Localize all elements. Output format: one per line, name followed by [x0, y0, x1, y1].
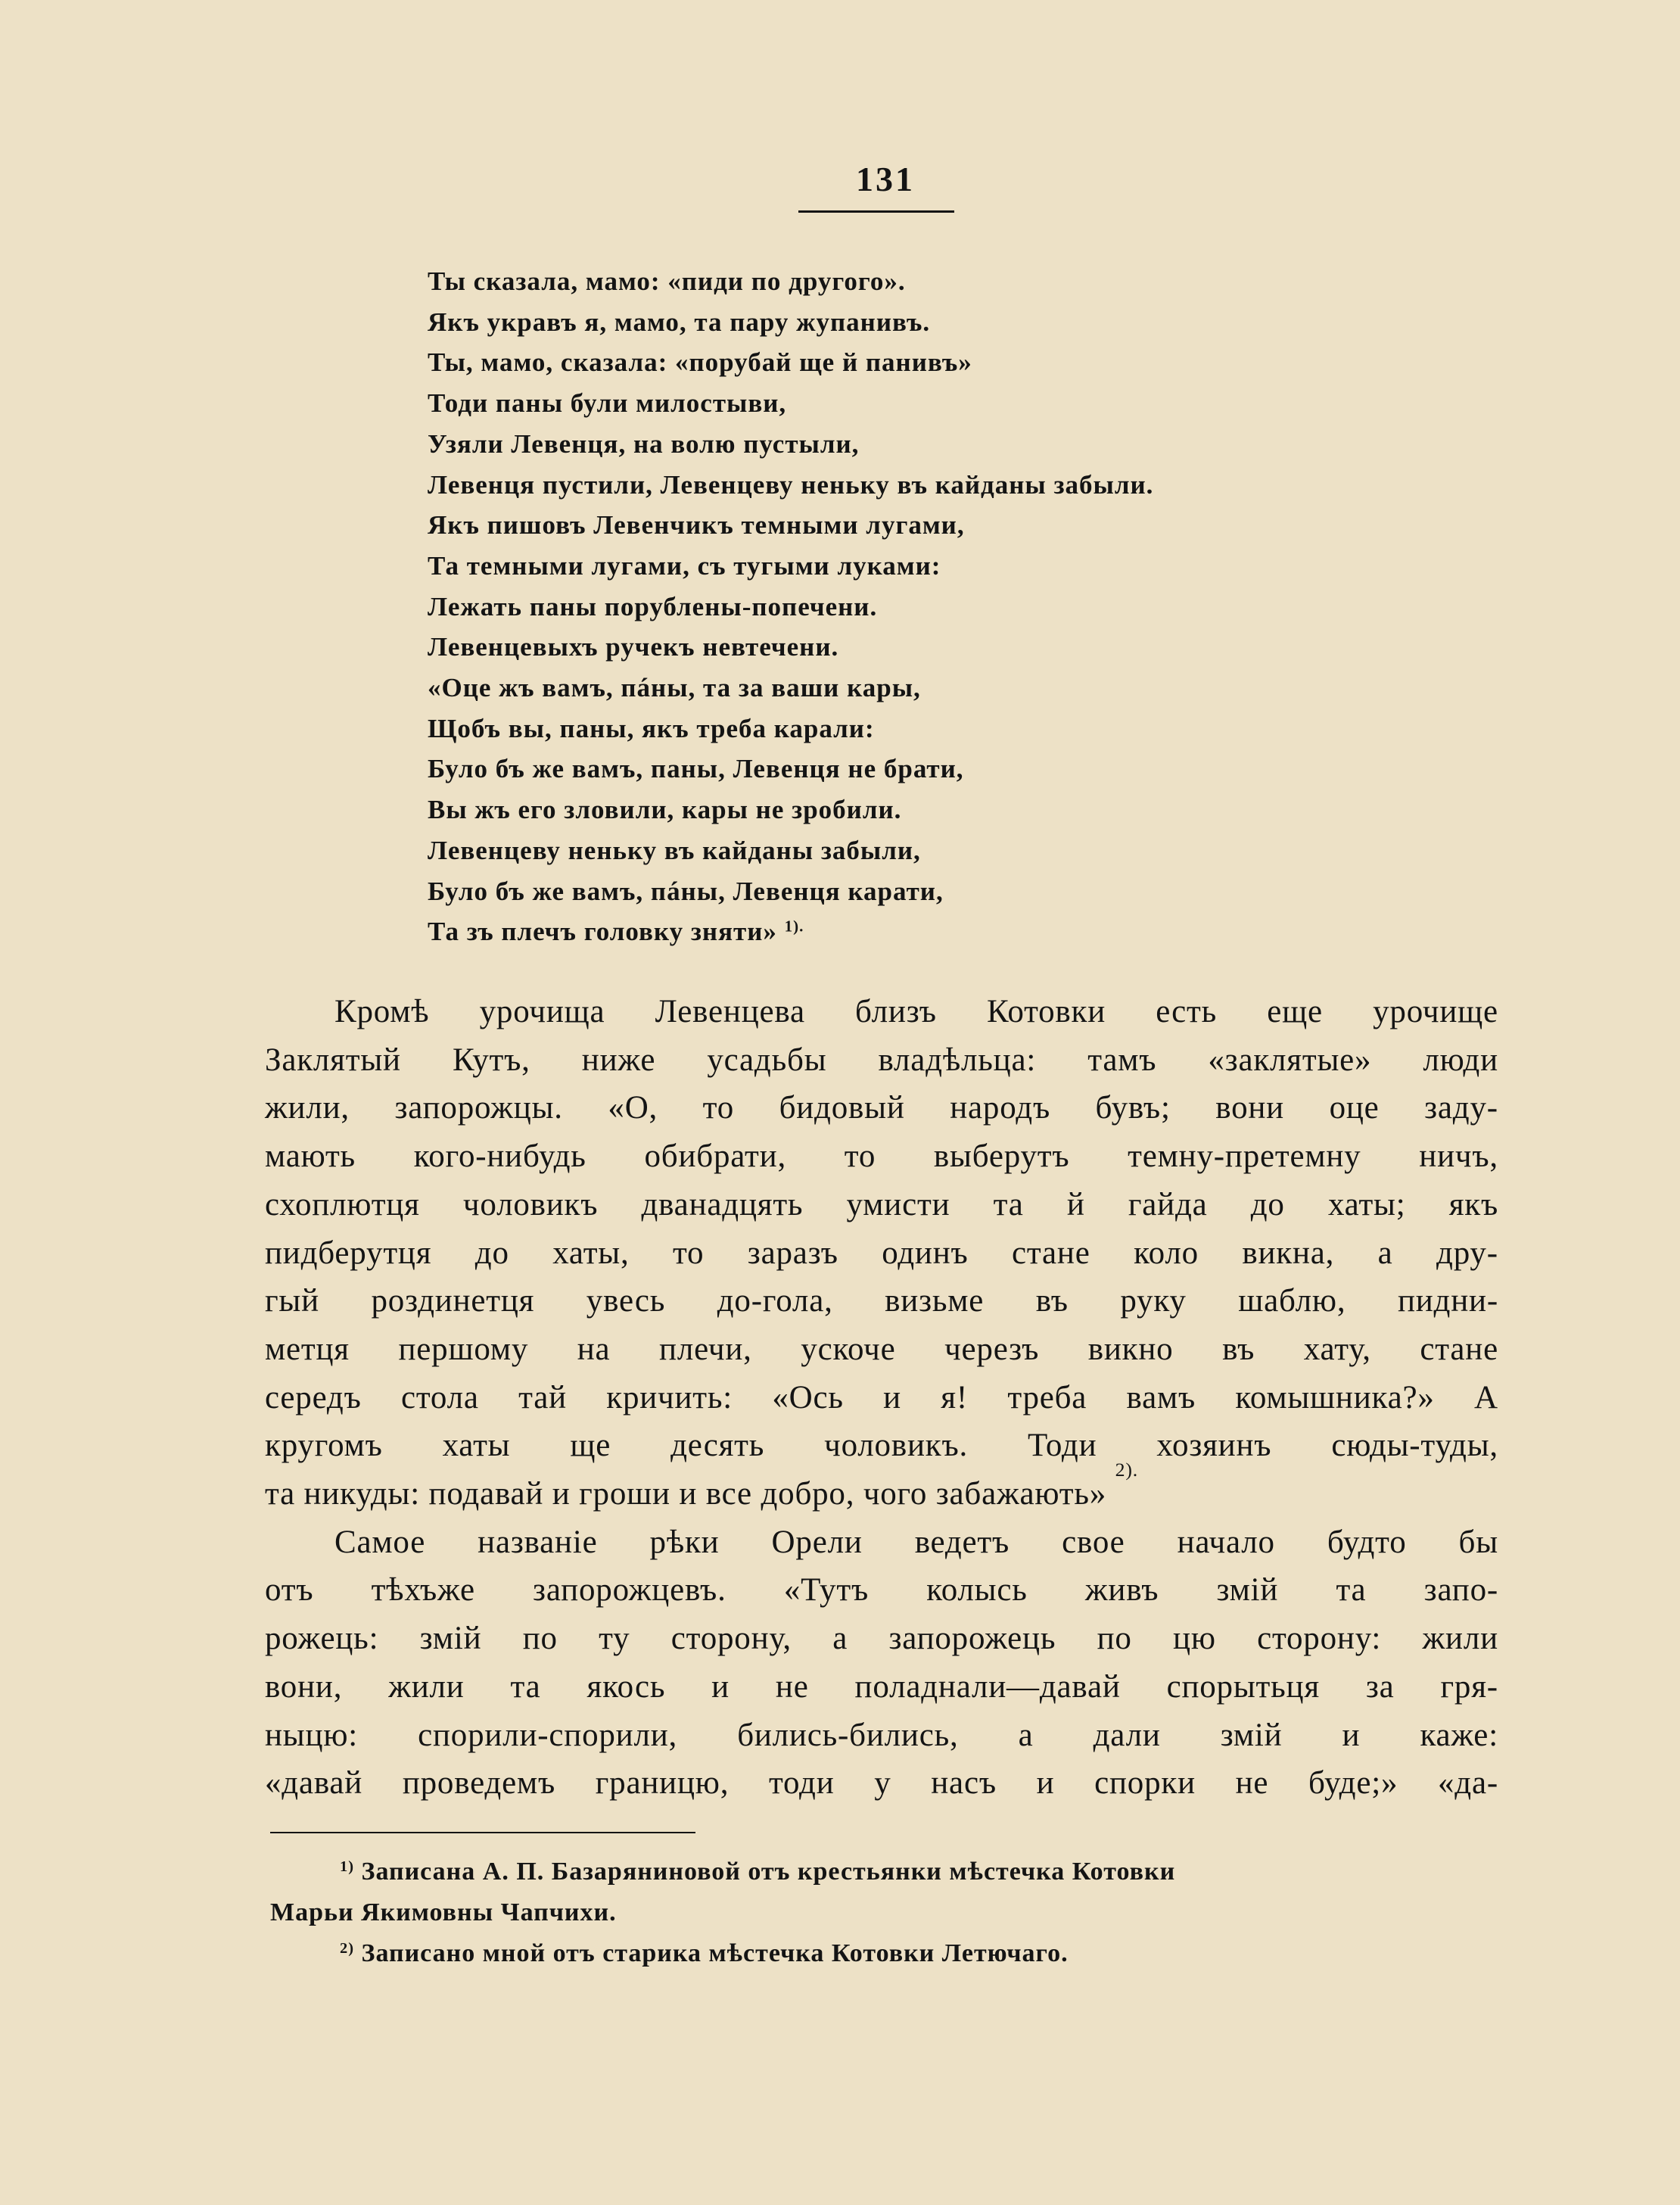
prose-word: сторону, — [670, 1621, 792, 1657]
prose-word: стане — [1420, 1331, 1498, 1367]
prose-word: викно — [1087, 1331, 1174, 1367]
poem-line: Левенцеву неньку въ кайданы забыли, — [428, 835, 921, 865]
prose-word: владѣльца: — [878, 1042, 1037, 1078]
poem-line: Ты сказала, мамо: «пиди по другого». — [428, 266, 906, 296]
prose-word: тамъ — [1087, 1042, 1157, 1078]
prose-word: жили — [1422, 1621, 1498, 1657]
prose-word: А — [1474, 1379, 1498, 1415]
prose-word: Тоди — [1028, 1428, 1097, 1464]
prose-word: живъ — [1084, 1572, 1159, 1609]
prose-line — [265, 1084, 1498, 1132]
prose-word: названіе — [478, 1524, 598, 1560]
prose-word: Самое — [334, 1524, 426, 1560]
prose-word: запо- — [1423, 1572, 1498, 1609]
prose-word: спорили-спорили, — [418, 1717, 678, 1753]
prose-word: границю, — [595, 1765, 730, 1802]
prose-word: начало — [1177, 1524, 1275, 1560]
poem-line: Та темными лугами, съ тугыми луками: — [428, 550, 941, 581]
prose-block — [265, 988, 1498, 1808]
prose-word: «да- — [1437, 1765, 1498, 1802]
prose-word: ведетъ — [914, 1524, 1010, 1560]
footnote-1 — [270, 1852, 1504, 1892]
prose-word: заду- — [1424, 1090, 1498, 1126]
prose-word: змій — [1216, 1572, 1279, 1609]
prose-word: ту — [599, 1621, 630, 1657]
prose-word: ще — [570, 1428, 611, 1464]
prose-word: пидберутця — [265, 1235, 432, 1271]
poem-line: Якъ укравъ я, мамо, та пару жупанивъ. — [428, 307, 931, 337]
prose-word: дванадцять — [641, 1186, 804, 1222]
prose-word: спорки — [1094, 1765, 1196, 1802]
prose-word: а — [1018, 1717, 1034, 1753]
prose-word: ускоче — [801, 1331, 896, 1367]
prose-line — [265, 1615, 1498, 1663]
prose-word: середъ — [265, 1379, 362, 1415]
prose-word: то — [673, 1235, 705, 1271]
prose-word: кричить: — [606, 1379, 733, 1415]
prose-word: спорытьця — [1166, 1668, 1320, 1705]
prose-word: запорожець — [888, 1621, 1056, 1657]
prose-word: метця — [265, 1331, 350, 1367]
poem-line: Вы жъ его зловили, кары не зробили. — [428, 795, 902, 825]
prose-word: и — [1036, 1765, 1055, 1802]
prose-word: сюды-туды, — [1331, 1428, 1498, 1464]
prose-word: коло — [1134, 1235, 1199, 1271]
poem-line: Було бъ же вамъ, пáны, Левенця карати, — [428, 876, 944, 906]
poem-line: Левенцевыхъ ручекъ невтечени. — [428, 632, 839, 662]
prose-word: хату, — [1303, 1331, 1371, 1367]
prose-word: у — [874, 1765, 891, 1802]
prose-line — [265, 1277, 1498, 1325]
prose-word: народъ — [950, 1090, 1050, 1126]
prose-word: колысь — [926, 1572, 1028, 1609]
prose-word: по — [522, 1621, 558, 1657]
prose-word: та — [1336, 1572, 1367, 1609]
prose-word: змій — [419, 1621, 482, 1657]
prose-word: гря- — [1440, 1668, 1498, 1705]
prose-word: змій — [1220, 1717, 1283, 1753]
prose-word: не — [775, 1668, 809, 1705]
prose-word: поладнали—давай — [854, 1668, 1121, 1705]
prose-word: усадьбы — [707, 1042, 827, 1078]
prose-word: за — [1365, 1668, 1395, 1705]
prose-word: хозяинъ — [1156, 1428, 1272, 1464]
prose-word: гый — [265, 1283, 319, 1319]
prose-word: темну-претемну — [1128, 1138, 1361, 1175]
prose-word: «Ось — [772, 1379, 844, 1415]
prose-word: выберутъ — [933, 1138, 1070, 1175]
prose-word: й — [1066, 1186, 1085, 1222]
footnote-2 — [270, 1933, 1504, 1974]
prose-word: мають — [265, 1138, 356, 1175]
prose-word: одинъ — [882, 1235, 969, 1271]
prose-line — [265, 1374, 1498, 1422]
prose-word: буде;» — [1308, 1765, 1398, 1802]
prose-word: визьме — [885, 1283, 985, 1319]
poem-line: Лежать паны порублены-попечени. — [428, 591, 878, 621]
prose-word: будто — [1327, 1524, 1407, 1560]
prose-word: стола — [400, 1379, 479, 1415]
footnote-2-text: Записано мной отъ старика мѣстечка Котовки Летючаго. — [361, 1939, 1069, 1967]
poem-line-last — [428, 911, 1563, 952]
prose-word: не — [1235, 1765, 1269, 1802]
prose-word: «О, — [608, 1090, 658, 1126]
prose-word: умисти — [846, 1186, 950, 1222]
page-number: 131 — [856, 160, 915, 198]
prose-word: Кутъ, — [452, 1042, 530, 1078]
footnote-1-marker: 1) — [340, 1858, 354, 1875]
footnote-ref-2: 2). — [1115, 1459, 1138, 1481]
prose-word: дру- — [1436, 1235, 1498, 1271]
prose-word: треба — [1007, 1379, 1087, 1415]
prose-word: роздинетця — [371, 1283, 535, 1319]
prose-word: жили — [388, 1668, 465, 1705]
prose-word: тай — [518, 1379, 567, 1415]
prose-line — [265, 1181, 1498, 1229]
prose-word: вони — [1215, 1090, 1284, 1126]
poem-line: Було бъ же вамъ, паны, Левенця не брати, — [428, 754, 964, 784]
prose-word: хаты — [442, 1428, 511, 1464]
prose-word: хаты; — [1327, 1186, 1406, 1222]
prose-word: а — [1377, 1235, 1393, 1271]
footnotes-block — [270, 1852, 1504, 1974]
prose-word: черезъ — [944, 1331, 1040, 1367]
prose-word: десять — [670, 1428, 765, 1464]
page-number-rule — [798, 210, 954, 213]
prose-word: насъ — [931, 1765, 997, 1802]
prose-word: урочище — [1373, 994, 1498, 1029]
footnote-1-continuation: Марьи Якимовны Чапчихи. — [270, 1898, 617, 1926]
prose-word: руку — [1120, 1283, 1187, 1319]
prose-line — [265, 1325, 1498, 1374]
prose-word: «заклятые» — [1208, 1042, 1372, 1078]
poem-line: Щобъ вы, паны, якъ треба карали: — [428, 713, 875, 743]
prose-word: стане — [1012, 1235, 1090, 1271]
footnote-ref-1: 1). — [784, 917, 804, 936]
prose-word: хаты, — [552, 1235, 630, 1271]
prose-line — [265, 1422, 1498, 1470]
prose-word: проведемъ — [402, 1765, 556, 1802]
prose-word: першому — [398, 1331, 529, 1367]
prose-word: по — [1097, 1621, 1132, 1657]
prose-word: та — [993, 1186, 1024, 1222]
prose-word: рѣки — [649, 1524, 720, 1560]
prose-word: Левенцева — [655, 994, 805, 1029]
prose-word: и — [883, 1379, 901, 1415]
prose-word: до — [1250, 1186, 1285, 1222]
prose-word: Котовки — [987, 994, 1106, 1029]
poem-line: Узяли Левенця, на волю пустыли, — [428, 428, 860, 459]
prose-word: вони, — [265, 1668, 343, 1705]
prose-line-with-ref — [265, 1459, 1498, 1518]
prose-word: «Тутъ — [783, 1572, 869, 1609]
prose-word: чоловикъ. — [824, 1428, 969, 1464]
prose-word: ныцю: — [265, 1717, 358, 1753]
prose-word: Заклятый — [265, 1042, 401, 1078]
prose-word: Орели — [771, 1524, 863, 1560]
prose-word: рожець: — [265, 1621, 379, 1657]
prose-word: бы — [1458, 1524, 1498, 1560]
prose-word: отъ — [265, 1572, 314, 1609]
prose-word: запорожцы. — [394, 1090, 563, 1126]
prose-word: въ — [1222, 1331, 1255, 1367]
footnote-1-text: Записана А. П. Базаряниновой отъ крестьянки мѣстечка Котовки — [361, 1858, 1176, 1886]
poem-line-text: Та зъ плечъ головку зняти» — [428, 917, 777, 947]
prose-word: якъ — [1448, 1186, 1498, 1222]
poem-line: Тоди паны були милостыви, — [428, 388, 787, 419]
prose-word: тоди — [768, 1765, 835, 1802]
prose-word: жили, — [265, 1090, 350, 1126]
poem-line: Якъ пишовъ Левенчикъ темными лугами, — [428, 510, 965, 540]
prose-line — [265, 1229, 1498, 1278]
prose-word: чоловикъ — [462, 1186, 599, 1222]
prose-line — [265, 1518, 1498, 1567]
prose-word: тѣхъже — [371, 1572, 475, 1609]
prose-word: въ — [1035, 1283, 1069, 1319]
footnote-separator — [270, 1832, 695, 1833]
prose-word: урочища — [479, 994, 605, 1029]
prose-word: бились-бились, — [737, 1717, 959, 1753]
prose-word: каже: — [1420, 1717, 1498, 1753]
prose-word: Кромѣ — [334, 994, 430, 1029]
prose-word: гайда — [1128, 1186, 1208, 1222]
prose-word: дали — [1093, 1717, 1161, 1753]
prose-word: заразъ — [747, 1235, 838, 1271]
prose-word: якось — [586, 1668, 666, 1705]
prose-word: бувъ; — [1095, 1090, 1171, 1126]
prose-line — [265, 988, 1498, 1036]
prose-word: вамъ — [1126, 1379, 1196, 1415]
prose-word: люди — [1423, 1042, 1498, 1078]
prose-word: шаблю, — [1238, 1283, 1346, 1319]
prose-word: до — [474, 1235, 509, 1271]
prose-word: викна, — [1242, 1235, 1335, 1271]
prose-word: до-гола, — [717, 1283, 833, 1319]
prose-word: ниже — [581, 1042, 656, 1078]
prose-line — [265, 1132, 1498, 1181]
prose-word: плечи, — [659, 1331, 752, 1367]
poem-line: Левенця пустили, Левенцеву неньку въ кайданы забыли. — [428, 469, 1154, 500]
prose-word: еще — [1267, 994, 1323, 1029]
prose-word: сторону: — [1257, 1621, 1382, 1657]
prose-word: оце — [1329, 1090, 1380, 1126]
poem-line: «Оце жъ вамъ, пáны, та за ваши кары, — [428, 673, 921, 703]
prose-word: увесь — [586, 1283, 666, 1319]
prose-word: то — [702, 1090, 734, 1126]
prose-word: и — [711, 1668, 730, 1705]
prose-word: обибрати, — [644, 1138, 786, 1175]
prose-word: ничъ, — [1419, 1138, 1498, 1175]
prose-line-text: та никуды: подавай и гроши и все добро, чого забажають» — [265, 1476, 1107, 1512]
prose-line — [265, 1566, 1498, 1615]
prose-word: я! — [941, 1379, 968, 1415]
prose-word: комышника?» — [1235, 1379, 1435, 1415]
prose-line — [265, 1711, 1498, 1760]
prose-line — [265, 1759, 1498, 1808]
poem-line: Ты, мамо, сказала: «порубай ще й панивъ» — [428, 347, 972, 378]
prose-word: свое — [1062, 1524, 1125, 1560]
prose-word: та — [510, 1668, 541, 1705]
prose-word: схоплютця — [265, 1186, 420, 1222]
prose-word: то — [844, 1138, 876, 1175]
prose-word: запорожцевъ. — [533, 1572, 726, 1609]
prose-word: есть — [1156, 994, 1218, 1029]
footnote-2-marker: 2) — [340, 1939, 354, 1957]
prose-line — [265, 1663, 1498, 1711]
prose-word: кого-нибудь — [413, 1138, 586, 1175]
prose-word: близъ — [855, 994, 937, 1029]
prose-word: а — [832, 1621, 848, 1657]
prose-word: бидовый — [779, 1090, 905, 1126]
prose-word: на — [577, 1331, 611, 1367]
prose-word: цю — [1173, 1621, 1216, 1657]
prose-word: «давай — [265, 1765, 363, 1802]
prose-word: пидни- — [1397, 1283, 1498, 1319]
poem-block — [428, 261, 1563, 952]
prose-line — [265, 1036, 1498, 1085]
prose-word: и — [1342, 1717, 1361, 1753]
prose-word: кругомъ — [265, 1428, 383, 1464]
